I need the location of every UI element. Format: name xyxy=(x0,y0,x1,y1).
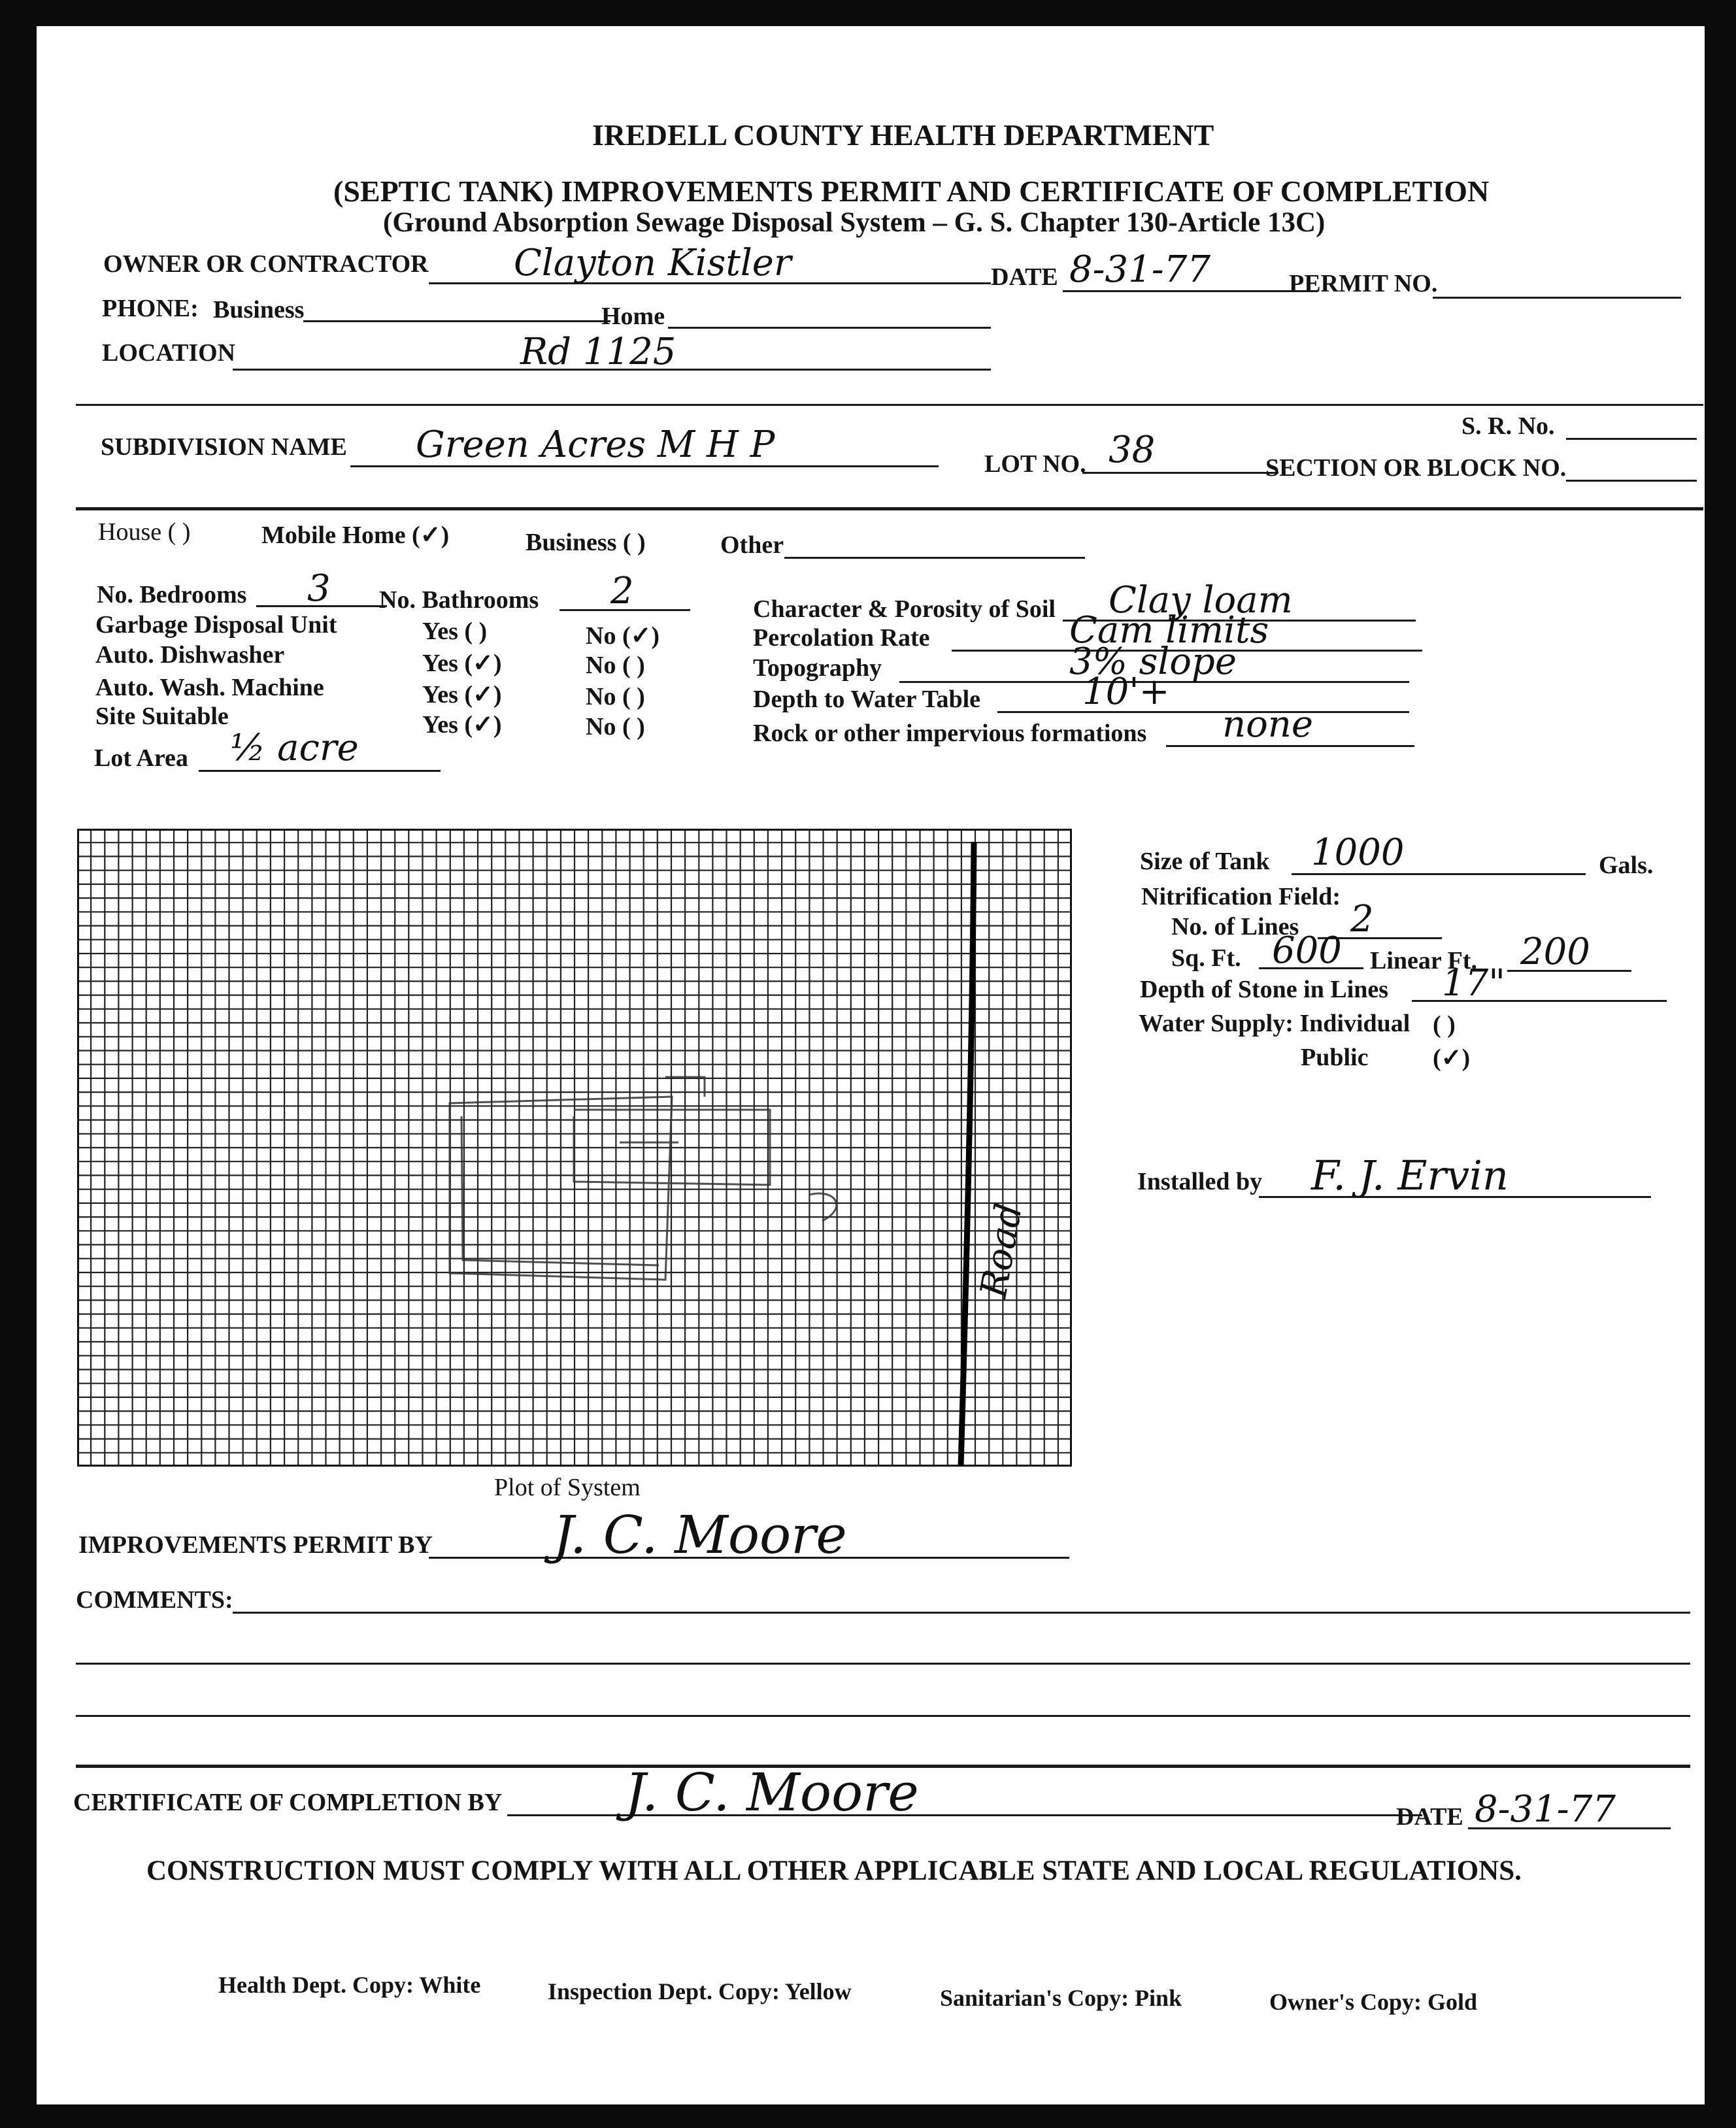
tank-size-value[interactable]: 1000 xyxy=(1311,831,1405,874)
improvements-permit-label: IMPROVEMENTS PERMIT BY xyxy=(78,1531,433,1559)
section-label: SECTION OR BLOCK NO. xyxy=(1265,454,1567,482)
form-title: (SEPTIC TANK) IMPROVEMENTS PERMIT AND CERTIFICATE OF COMPLETION xyxy=(333,175,1490,208)
other-label: Other xyxy=(720,531,784,559)
lot-no-label: LOT NO. xyxy=(984,450,1086,478)
nitrification-label: Nitrification Field: xyxy=(1141,883,1341,910)
comments-label: COMMENTS: xyxy=(76,1586,233,1614)
garbage-disposal-yes[interactable]: Yes ( ) xyxy=(422,618,488,645)
bedrooms-value[interactable]: 3 xyxy=(307,567,331,610)
date-value[interactable]: 8-31-77 xyxy=(1069,248,1210,291)
lot-no-value[interactable]: 38 xyxy=(1109,429,1156,471)
road-line xyxy=(961,842,974,1467)
road-label: Road xyxy=(972,1200,1031,1301)
copy-health-dept: Health Dept. Copy: White xyxy=(218,1972,481,1998)
lines-value[interactable]: 2 xyxy=(1350,898,1374,940)
dishwasher-label: Auto. Dishwasher xyxy=(95,641,285,669)
rock-formations-value[interactable]: none xyxy=(1222,703,1313,746)
bathrooms-label: No. Bathrooms xyxy=(379,586,539,614)
wash-machine-no[interactable]: No ( ) xyxy=(586,683,645,710)
gals-label: Gals. xyxy=(1599,852,1654,879)
garbage-disposal-label: Garbage Disposal Unit xyxy=(95,611,337,639)
lines-label: No. of Lines xyxy=(1171,913,1299,940)
permit-form xyxy=(37,26,1705,2104)
public-label: Public xyxy=(1301,1044,1369,1071)
location-value[interactable]: Rd 1125 xyxy=(520,331,676,373)
mobile-home-option[interactable]: Mobile Home (✓) xyxy=(261,522,450,549)
copy-inspection-dept: Inspection Dept. Copy: Yellow xyxy=(548,1978,852,2004)
phone-label: PHONE: xyxy=(102,295,199,322)
phone-business-field[interactable] xyxy=(303,320,610,322)
copy-owner: Owner's Copy: Gold xyxy=(1269,1989,1478,2015)
date-label: DATE xyxy=(991,263,1058,291)
water-supply-label: Water Supply: Individual xyxy=(1139,1010,1410,1037)
wash-machine-yes[interactable]: Yes (✓) xyxy=(422,681,502,708)
comments-field-1[interactable] xyxy=(233,1612,1690,1614)
percolation-value[interactable]: Cam limits xyxy=(1069,609,1269,652)
installed-by-label: Installed by xyxy=(1137,1168,1263,1195)
water-table-label: Depth to Water Table xyxy=(753,686,981,713)
installed-by-value[interactable]: F. J. Ervin xyxy=(1311,1152,1509,1199)
owner-label: OWNER OR CONTRACTOR xyxy=(103,250,429,278)
lot-area-label: Lot Area xyxy=(94,744,188,772)
certificate-signature[interactable]: J. C. Moore xyxy=(625,1762,919,1823)
soil-porosity-label: Character & Porosity of Soil xyxy=(753,595,1056,623)
plot-caption: Plot of System xyxy=(494,1474,641,1501)
topography-label: Topography xyxy=(753,654,882,682)
soil-porosity-value[interactable]: Clay loam xyxy=(1109,579,1293,622)
location-label: LOCATION xyxy=(102,339,236,367)
topography-value[interactable]: 3% slope xyxy=(1069,640,1237,683)
certificate-label: CERTIFICATE OF COMPLETION BY xyxy=(73,1789,503,1816)
stone-depth-label: Depth of Stone in Lines xyxy=(1140,976,1389,1003)
comments-field-2[interactable] xyxy=(76,1663,1690,1665)
wash-machine-label: Auto. Wash. Machine xyxy=(95,674,324,701)
subdivision-value[interactable]: Green Acres M H P xyxy=(416,424,775,466)
owner-value[interactable]: Clayton Kistler xyxy=(514,242,792,284)
site-suitable-yes[interactable]: Yes (✓) xyxy=(422,711,502,739)
rock-formations-label: Rock or other impervious formations xyxy=(753,720,1147,747)
lot-area-value[interactable]: ½ acre xyxy=(230,727,359,769)
stone-depth-value[interactable]: 17" xyxy=(1442,962,1506,1005)
water-public-checkbox[interactable]: (✓) xyxy=(1433,1044,1471,1072)
dishwasher-yes[interactable]: Yes (✓) xyxy=(422,650,502,677)
sqft-label: Sq. Ft. xyxy=(1171,944,1241,972)
phone-home-field[interactable] xyxy=(668,327,991,329)
house-option[interactable]: House ( ) xyxy=(98,518,191,546)
tank-size-label: Size of Tank xyxy=(1140,848,1270,875)
water-individual-checkbox[interactable]: ( ) xyxy=(1433,1011,1456,1039)
business-option[interactable]: Business ( ) xyxy=(526,529,646,556)
bedrooms-label: No. Bedrooms xyxy=(97,581,247,608)
plot-of-system-grid[interactable] xyxy=(77,829,1072,1467)
improvements-signature[interactable]: J. C. Moore xyxy=(553,1505,847,1565)
permit-no-field[interactable] xyxy=(1433,297,1681,299)
linear-ft-label: Linear Ft. xyxy=(1370,947,1477,974)
phone-business-label: Business xyxy=(213,296,305,324)
certificate-date-label: DATE xyxy=(1396,1803,1463,1831)
copy-sanitarian: Sanitarian's Copy: Pink xyxy=(940,1985,1182,2011)
sqft-value[interactable]: 600 xyxy=(1272,929,1342,972)
department-title: IREDELL COUNTY HEALTH DEPARTMENT xyxy=(592,118,1214,152)
site-suitable-no[interactable]: No ( ) xyxy=(586,713,645,740)
phone-home-label: Home xyxy=(601,303,665,330)
percolation-label: Percolation Rate xyxy=(753,624,930,652)
garbage-disposal-no[interactable]: No (✓) xyxy=(586,622,660,650)
subdivision-label: SUBDIVISION NAME xyxy=(101,433,347,461)
certificate-date-value[interactable]: 8-31-77 xyxy=(1475,1788,1616,1831)
comments-field-3[interactable] xyxy=(76,1715,1690,1717)
dishwasher-no[interactable]: No ( ) xyxy=(586,652,645,679)
form-subtitle: (Ground Absorption Sewage Disposal System – G. S. Chapter 130-Article 13C) xyxy=(383,207,1326,238)
compliance-notice: CONSTRUCTION MUST COMPLY WITH ALL OTHER APPLICABLE STATE AND LOCAL REGULATIONS. xyxy=(146,1855,1522,1886)
site-suitable-label: Site Suitable xyxy=(95,703,229,730)
other-field[interactable] xyxy=(784,557,1085,559)
sr-no-label: S. R. No. xyxy=(1461,412,1555,440)
bathrooms-value[interactable]: 2 xyxy=(610,570,634,612)
permit-no-label: PERMIT NO. xyxy=(1289,270,1438,297)
linear-ft-value[interactable]: 200 xyxy=(1520,931,1590,973)
water-table-value[interactable]: 10'+ xyxy=(1082,671,1170,713)
